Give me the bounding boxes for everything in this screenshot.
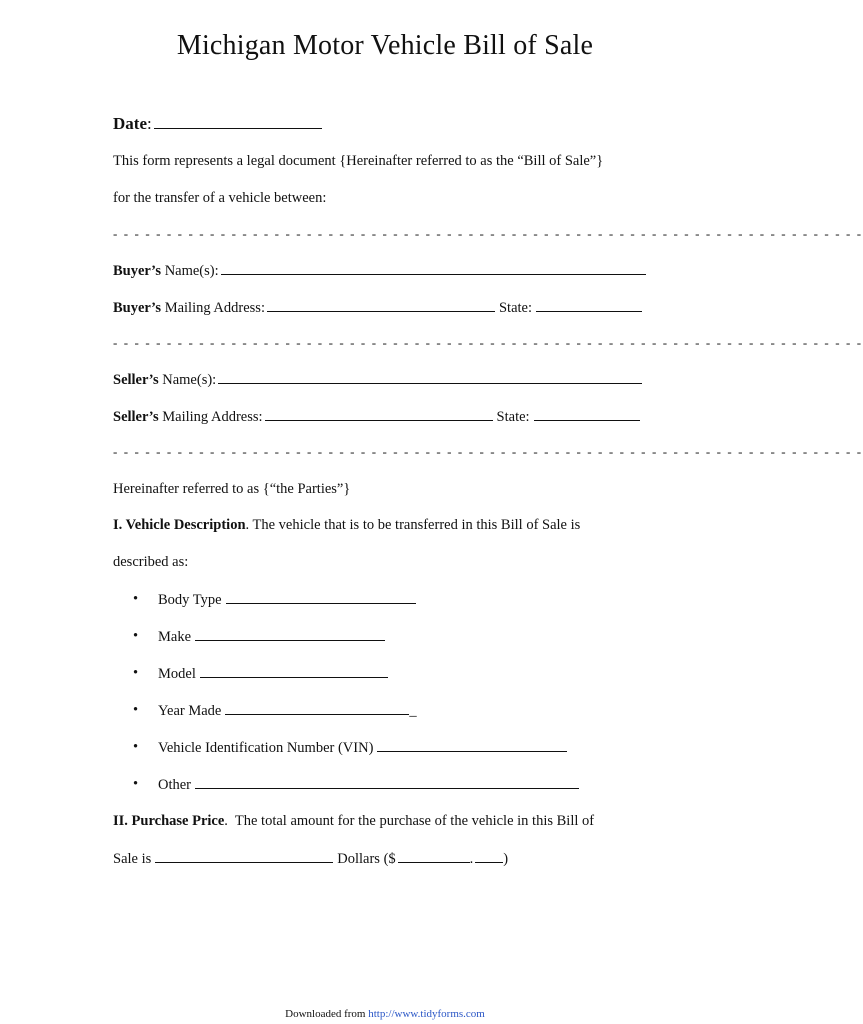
other-field[interactable] bbox=[195, 776, 579, 789]
buyer-address-label: Mailing Address: bbox=[161, 300, 265, 316]
body-type-row bbox=[158, 591, 416, 609]
buyer-name-field[interactable] bbox=[221, 262, 646, 275]
separator: - - - - - - - - - - - - - - - - - - - - - - - - - - - - - - - - - - - - - - - - - - - - - - - - - - - - - - - - - - - - - - - - - - - - - - bbox=[113, 335, 863, 350]
vin-field[interactable] bbox=[377, 739, 567, 752]
seller-address-bold: Seller’s bbox=[113, 409, 159, 425]
model-label: Model bbox=[158, 666, 196, 682]
bullet-icon: • bbox=[133, 665, 139, 681]
buyer-address-field[interactable] bbox=[267, 299, 495, 312]
year-made-row bbox=[158, 702, 417, 720]
seller-address-row bbox=[113, 408, 640, 426]
date-row bbox=[113, 114, 322, 134]
year-made-field[interactable] bbox=[225, 702, 409, 715]
seller-address-field[interactable] bbox=[265, 408, 493, 421]
other-label: Other bbox=[158, 777, 192, 793]
price-text-1: . The total amount for the purchase of the vehicle in this Bill of bbox=[224, 813, 595, 829]
sale-amount-row bbox=[113, 850, 508, 868]
date-field[interactable] bbox=[154, 116, 322, 129]
seller-name-label: Name(s): bbox=[158, 372, 217, 388]
footer bbox=[0, 1008, 770, 1020]
body-type-field[interactable] bbox=[226, 591, 416, 604]
vehicle-description-row bbox=[113, 517, 580, 534]
buyer-state-field[interactable] bbox=[536, 299, 642, 312]
parties-line: Hereinafter referred to as {“the Parties”} bbox=[113, 481, 351, 497]
bullet-icon: • bbox=[133, 739, 139, 755]
intro-line-2: for the transfer of a vehicle between: bbox=[113, 190, 327, 206]
make-row bbox=[158, 628, 385, 646]
close-paren: ) bbox=[503, 851, 509, 867]
bullet-icon: • bbox=[133, 628, 139, 644]
seller-name-field[interactable] bbox=[218, 371, 642, 384]
seller-address-label: Mailing Address: bbox=[158, 409, 263, 425]
body-type-label: Body Type bbox=[158, 592, 222, 608]
decimal-point: . bbox=[469, 851, 474, 867]
make-label: Make bbox=[158, 629, 192, 645]
seller-state-field[interactable] bbox=[534, 408, 640, 421]
sale-amount-words-field[interactable] bbox=[155, 850, 333, 863]
bullet-icon: • bbox=[133, 702, 139, 718]
year-made-suffix: _ bbox=[409, 703, 417, 719]
page-title: Michigan Motor Vehicle Bill of Sale bbox=[176, 30, 594, 61]
vehicle-heading: I. Vehicle Description bbox=[113, 517, 246, 533]
bullet-icon: • bbox=[133, 591, 139, 607]
other-row bbox=[158, 776, 579, 794]
date-label: Date bbox=[113, 114, 147, 133]
model-field[interactable] bbox=[200, 665, 388, 678]
vin-label: Vehicle Identification Number (VIN) bbox=[158, 740, 374, 756]
buyer-name-bold: Buyer’s bbox=[113, 263, 162, 279]
seller-name-row bbox=[113, 371, 642, 389]
purchase-price-row bbox=[113, 813, 594, 830]
bullet-icon: • bbox=[133, 776, 139, 792]
make-field[interactable] bbox=[195, 628, 385, 641]
date-colon: : bbox=[146, 114, 152, 133]
sale-is-label: Sale is bbox=[113, 851, 152, 867]
separator: - - - - - - - - - - - - - - - - - - - - - - - - - - - - - - - - - - - - - - - - - - - - - - - - - - - - - - - - - - - - - - - - - - - - - - bbox=[113, 444, 863, 459]
vehicle-text-1: . The vehicle that is to be transferred in this Bill of Sale is bbox=[245, 517, 581, 533]
seller-state-label: State: bbox=[496, 409, 530, 425]
buyer-address-row bbox=[113, 299, 642, 317]
seller-name-bold: Seller’s bbox=[113, 372, 159, 388]
dollars-label: Dollars ($ bbox=[337, 851, 396, 867]
footer-link[interactable]: http://www.tidyforms.com bbox=[368, 1008, 485, 1020]
buyer-state-label: State: bbox=[498, 300, 533, 316]
intro-line-1: This form represents a legal document {Hereinafter referred to as the “Bill of Sale”} bbox=[113, 153, 604, 169]
vehicle-text-2: described as: bbox=[113, 554, 189, 570]
model-row bbox=[158, 665, 388, 683]
buyer-name-label: Name(s): bbox=[161, 263, 219, 279]
footer-prefix: Downloaded from bbox=[285, 1008, 369, 1020]
dollars-field[interactable] bbox=[398, 850, 470, 863]
separator: - - - - - - - - - - - - - - - - - - - - - - - - - - - - - - - - - - - - - - - - - - - - - - - - - - - - - - - - - - - - - - - - - - - - - - bbox=[113, 226, 863, 241]
buyer-address-bold: Buyer’s bbox=[113, 300, 162, 316]
cents-field[interactable] bbox=[475, 850, 503, 863]
price-heading: II. Purchase Price bbox=[113, 813, 225, 829]
buyer-name-row bbox=[113, 262, 646, 280]
year-made-label: Year Made bbox=[158, 703, 222, 719]
vin-row bbox=[158, 739, 567, 757]
